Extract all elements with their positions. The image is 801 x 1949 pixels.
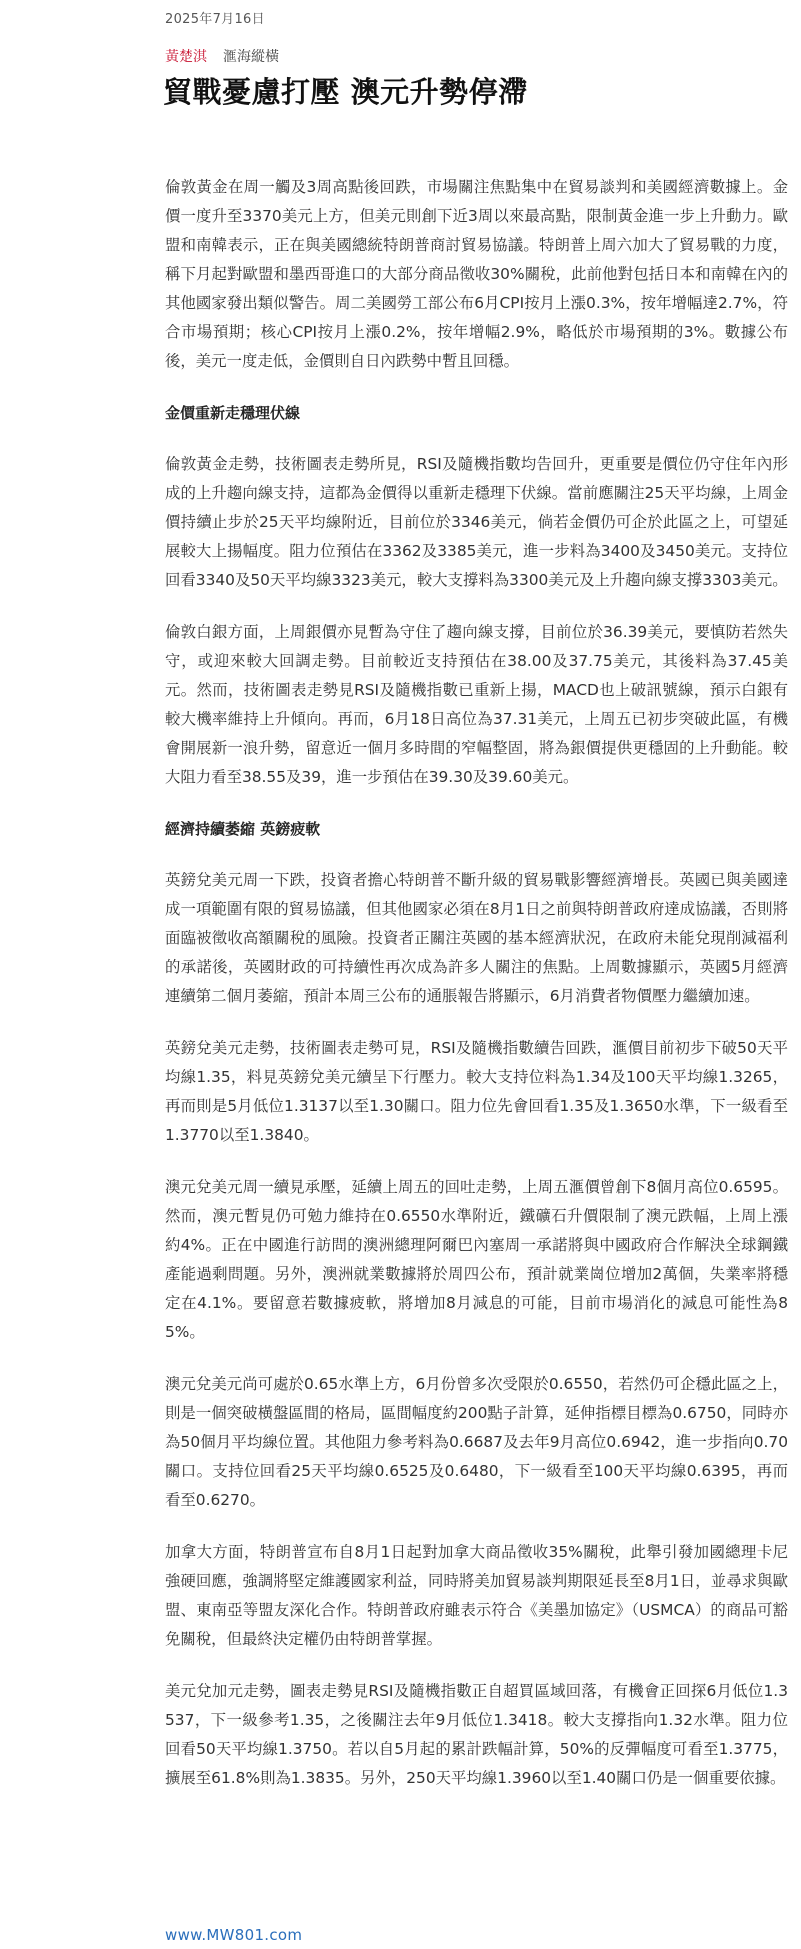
paragraph-gold-intro: 倫敦黃金在周一觸及3周高點後回跌，市場關注焦點集中在貿易談判和美國經濟數據上。金價一度升至3370美元上方，但美元則創下近3周以來最高點，限制黃金進一步上升動力。歐盟和南韓表示，正在與美國總統特朗普商討貿易協議。特朗普上周六加大了貿易戰的力度，稱下月起對歐盟和墨西哥進口的大部分商品徵收30%關稅，此前他對包括日本和南韓在內的其他國家發出類似警告。周二美國勞工部公布6月CPI按月上漲0.3%，按年增幅達2.7%，符合市場預期；核心CPI按月上漲0.2%，按年增幅2.9%，略低於市場預期的3%。數據公布後，美元一度走低，金價則自日內跌勢中暫且回穩。 [165, 178, 788, 370]
article-headline: 貿戰憂慮打壓 澳元升勢停滯 [163, 75, 528, 109]
paragraph-gold-technical: 倫敦黃金走勢，技術圖表走勢所見，RSI及隨機指數均告回升，更重要是價位仍守住年內形成的上升趨向線支持，這都為金價得以重新走穩理下伏線。當前應關注25天平均線，上周金價持續止步於25天平均線附近，目前位於3346美元，倘若金價仍可企於此區之上，可望延展較大上揚幅度。阻力位預估在3362及3385美元，進一步料為3400及3450美元。支持位回看3340及50天平均線3323美元，較大支撐料為3300美元及上升趨向線支撐3303美元。 [165, 455, 788, 589]
paragraph-silver: 倫敦白銀方面，上周銀價亦見暫為守住了趨向線支撐，目前位於36.39美元，要慎防若然失守，或迎來較大回調走勢。目前較近支持預估在38.00及37.75美元，其後料為37.45美元。然而，技術圖表走勢見RSI及隨機指數已重新上揚，MACD也上破訊號線，預示白銀有較大機率維持上升傾向。再而，6月18日高位為37.31美元，上周五已初步突破此區，有機會開展新一浪升勢，留意近一個月多時間的窄幅整固，將為銀價提供更穩固的上升動能。較大阻力看至38.55及39，進一步預估在39.30及39.60美元。 [165, 623, 788, 786]
column-name[interactable]: 滙海縱橫 [223, 49, 279, 65]
paragraph-aud-fundamentals: 澳元兌美元周一續見承壓，延續上周五的回吐走勢，上周五滙價曾創下8個月高位0.6595。然而，澳元暫見仍可勉力維持在0.6550水準附近，鐵礦石升價限制了澳元跌幅，上周上漲約4%。正在中國進行訪問的澳洲總理阿爾巴內塞周一承諾將與中國政府合作解決全球鋼鐵產能過剩問題。另外，澳洲就業數據將於周四公布，預計就業崗位增加2萬個，失業率將穩定在4.1%。要留意若數據疲軟，將增加8月減息的可能，目前市場消化的減息可能性為85%。 [165, 1178, 788, 1341]
subheading-gold: 金價重新走穩理伏線 [165, 404, 301, 422]
subheading-gbp: 經濟持續萎縮 英鎊疲軟 [165, 820, 321, 838]
paragraph-aud-technical: 澳元兌美元尚可處於0.65水準上方，6月份曾多次受限於0.6550，若然仍可企穩此區之上，則是一個突破橫盤區間的格局，區間幅度約200點子計算，延伸指標目標為0.6750，同時亦為50個月平均線位置。其他阻力參考料為0.6687及去年9月高位0.6942，進一步指向0.70關口。支持位回看25天平均線0.6525及0.6480，下一級看至100天平均線0.6395，再而看至0.6270。 [165, 1375, 788, 1509]
paragraph-gbp-technical: 英鎊兌美元走勢，技術圖表走勢可見，RSI及隨機指數續告回跌，滙價目前初步下破50天平均線1.35，料見英鎊兌美元續呈下行壓力。較大支持位料為1.34及100天平均線1.3265，再而則是5月低位1.3137以至1.30關口。阻力位先會回看1.35及1.3650水準，下一級看至1.3770以至1.3840。 [165, 1039, 788, 1144]
paragraph-gbp-fundamentals: 英鎊兌美元周一下跌，投資者擔心特朗普不斷升級的貿易戰影響經濟增長。英國已與美國達成一項範圍有限的貿易協議，但其他國家必須在8月1日之前與特朗普政府達成協議，否則將面臨被徵收高額關稅的風險。投資者正關注英國的基本經濟狀況，在政府未能兌現削減福利的承諾後，英國財政的可持續性再次成為許多人關注的焦點。上周數據顯示，英國5月經濟連續第二個月萎縮，預計本周三公布的通脹報告將顯示，6月消費者物價壓力繼續加速。 [165, 871, 788, 1005]
article-body [165, 173, 788, 1793]
author-name[interactable]: 黃楚淇 [165, 49, 207, 65]
byline [165, 46, 279, 66]
paragraph-cad-fundamentals: 加拿大方面，特朗普宣布自8月1日起對加拿大商品徵收35%關稅，此舉引發加國總理卡尼強硬回應，強調將堅定維護國家利益，同時將美加貿易談判期限延長至8月1日，並尋求與歐盟、東南亞等盟友深化合作。特朗普政府雖表示符合《美墨加協定》（USMCA）的商品可豁免關稅，但最終決定權仍由特朗普掌握。 [165, 1543, 788, 1648]
source-link[interactable]: www.MW801.com [165, 1926, 303, 1944]
paragraph-cad-technical: 美元兌加元走勢，圖表走勢見RSI及隨機指數正自超買區域回落，有機會正回探6月低位1.3537，下一級參考1.35，之後關注去年9月低位1.3418。較大支撐指向1.32水準。阻力位回看50天平均線1.3750。若以自5月起的累計跌幅計算，50%的反彈幅度可看至1.3775，擴展至61.8%則為1.3835。另外，250天平均線1.3960以至1.40關口仍是一個重要依據。 [165, 1682, 788, 1787]
publish-date: 2025年7月16日 [165, 12, 265, 27]
